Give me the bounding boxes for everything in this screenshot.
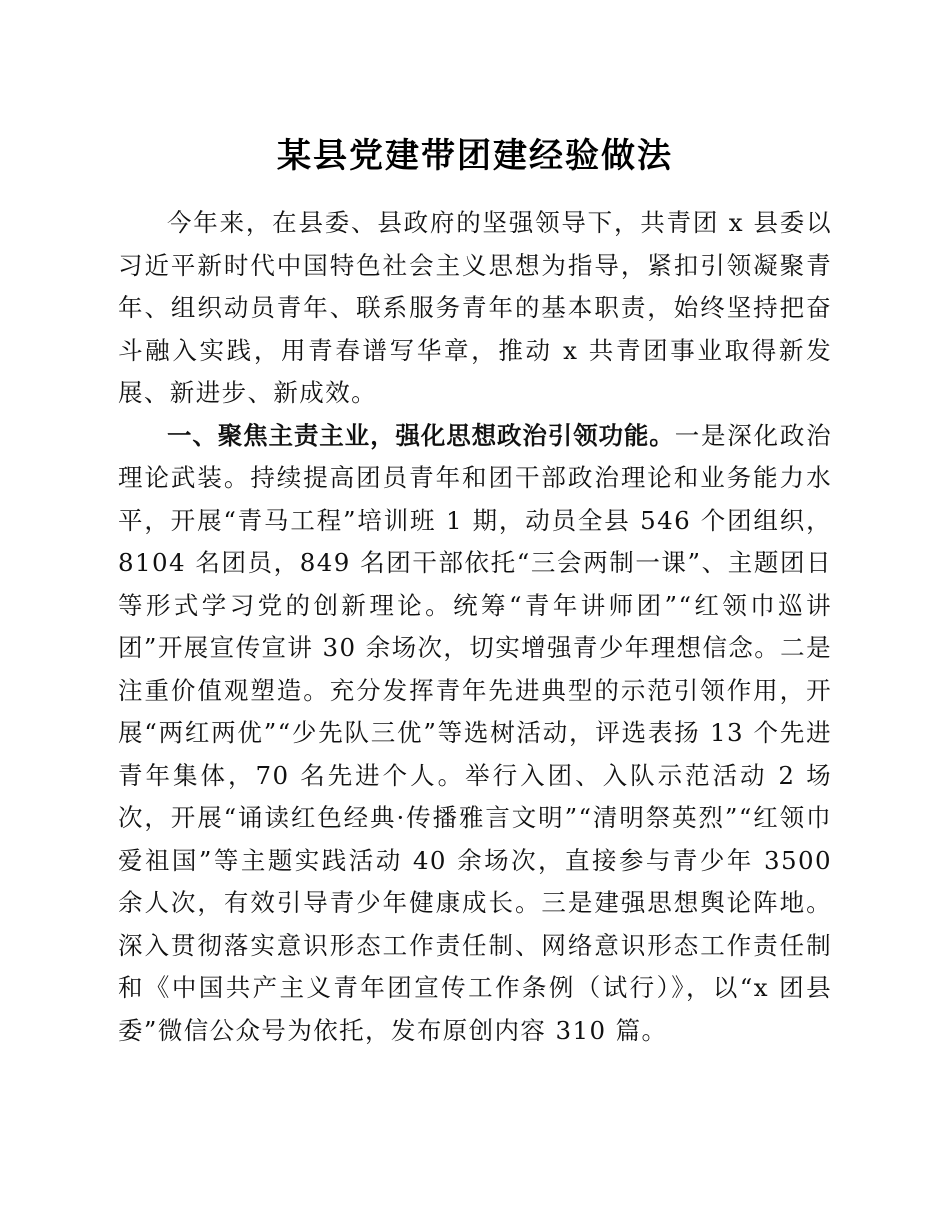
intro-paragraph: 今年来，在县委、县政府的坚强领导下，共青团 x 县委以习近平新时代中国特色社会主义思想为指导，紧扣引领凝聚青年、组织动员青年、联系服务青年的基本职责，始终坚持把奋斗融入实践，用青春谱写华章，推动 x 共青团事业取得新发展、新进步、新成效。: [118, 208, 832, 407]
document-title: 某县党建带团建经验做法: [277, 136, 673, 176]
section-1-body: 一是深化政治理论武装。持续提高团员青年和团干部政治理论和业务能力水平，开展“青马工程”培训班 1 期，动员全县 546 个团组织，8104 名团员，849 名团干部依托“三会两制一课”、主题团日等形式学习党的创新理论。统筹“青年讲师团”“红领巾巡讲团”开展宣传宣讲 30 余场次，切实增强青少年理想信念。二是注重价值观塑造。充分发挥青年先进典型的示范引领作用，开展“两红两优”“少先队三优”等选树活动，评选表扬 13 个先进青年集体，70 名先进个人。举行入团、入队示范活动 2 场次，开展“诵读红色经典·传播雅言文明”“清明祭英烈”“红领巾爱祖国”等主题实践活动 40 余场次，直接参与青少年 3500 余人次，有效引导青少年健康成长。三是建强思想舆论阵地。深入贯彻落实意识形态工作责任制、网络意识形态工作责任制和《中国共产主义青年团宣传工作条例（试行）》，以“x 团县委”微信公众号为依托，发布原创内容 310 篇。: [118, 420, 833, 1045]
section-1-heading: 一、聚焦主责主业，强化思想政治引领功能。: [167, 420, 675, 450]
section-1-paragraph: [118, 415, 832, 1053]
